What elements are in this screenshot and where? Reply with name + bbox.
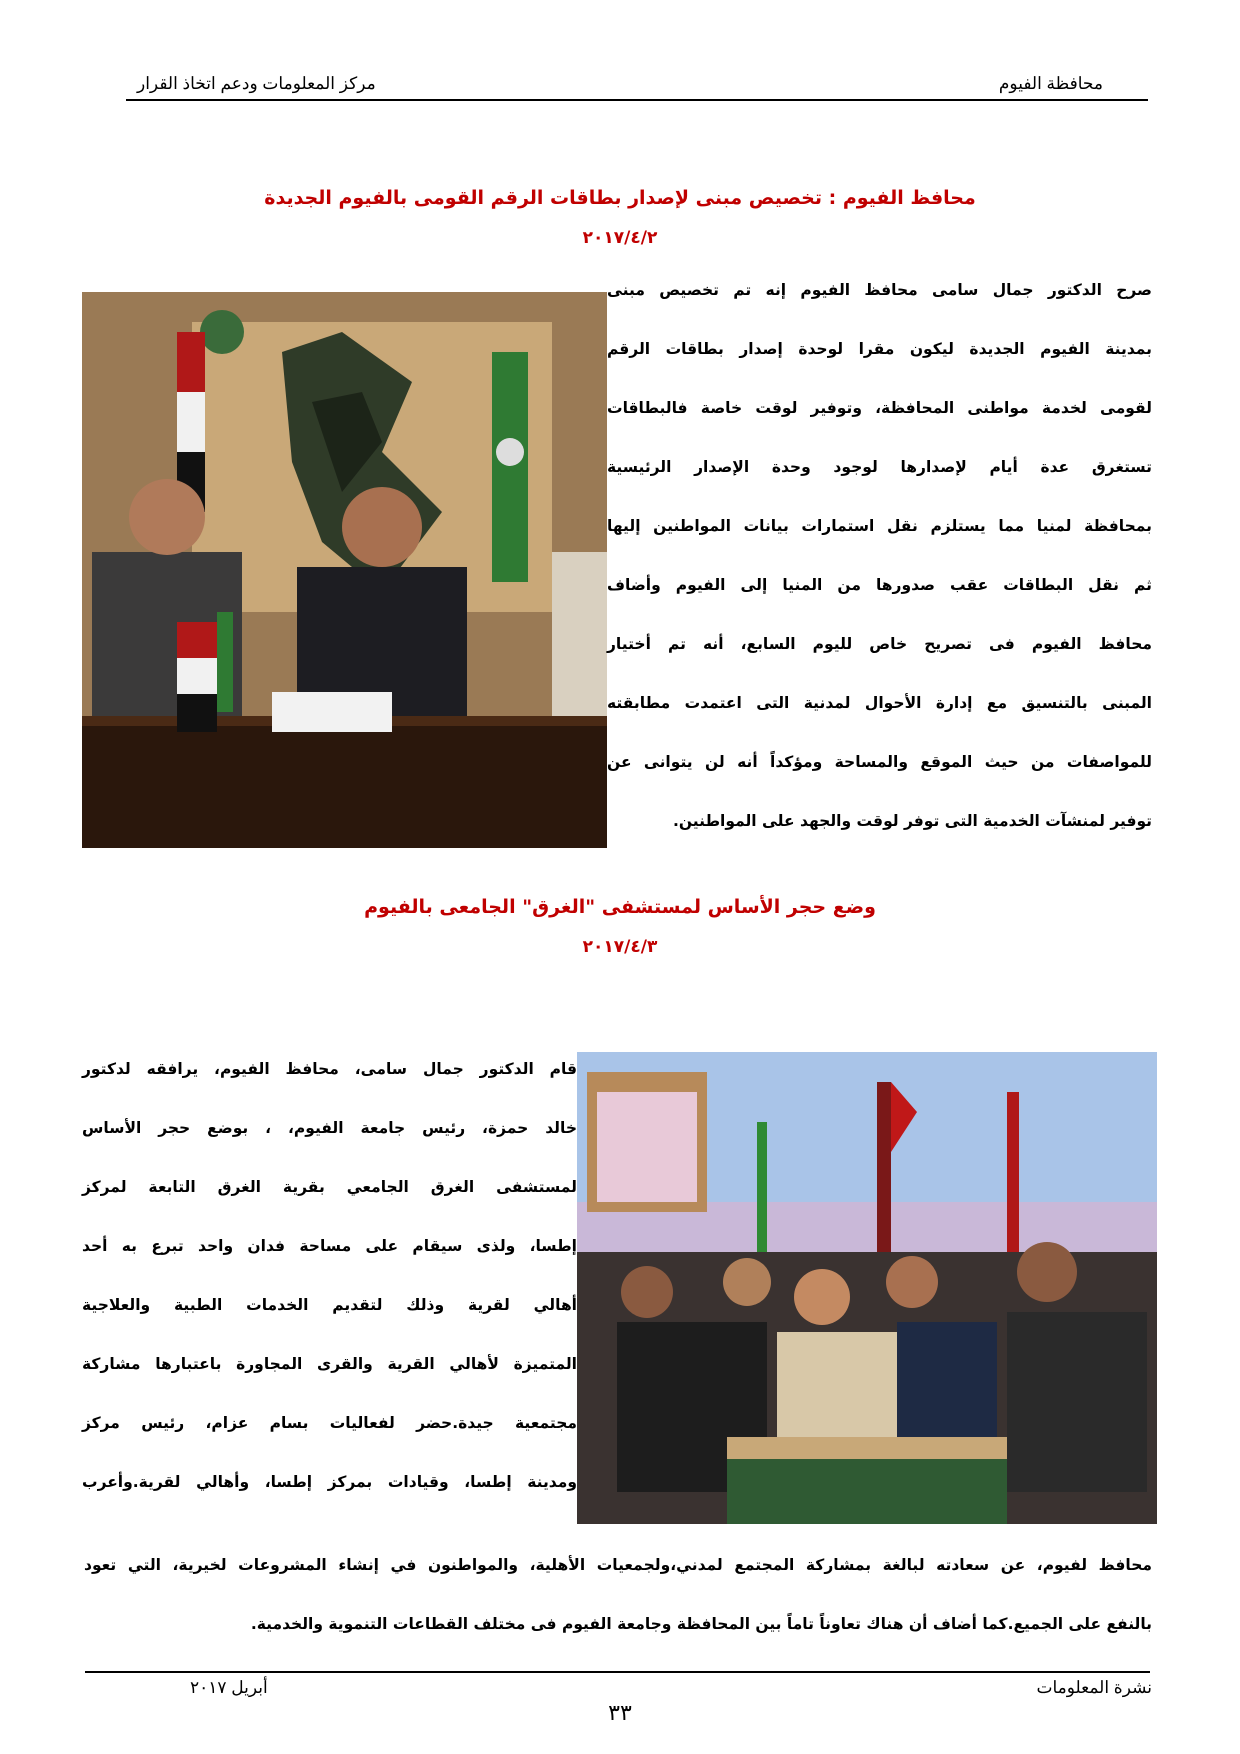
article1-title: محافظ الفيوم : تخصيص مبنى لإصدار بطاقات الرقم القومى بالفيوم الجديدة bbox=[264, 187, 976, 209]
article1-line: محافظ الفيوم فى تصريح خاص لليوم السابع، أنه تم أختيار bbox=[607, 635, 1152, 653]
article1-line: تستغرق عدة أيام لإصدارها لوجود وحدة الإصدار الرئيسية bbox=[607, 458, 1152, 476]
footer-divider bbox=[85, 1671, 1150, 1673]
article2-line: إطسا، ولذى سيقام على مساحة فدان واحد تبرع به أحد bbox=[82, 1237, 577, 1255]
footer-issue: أبريل ٢٠١٧ bbox=[190, 1678, 268, 1697]
article2-body bbox=[82, 1040, 577, 1512]
ceremony-photo bbox=[577, 1052, 1157, 1524]
header-governorate: محافظة الفيوم bbox=[998, 74, 1103, 93]
article1-line: توفير لمنشآت الخدمية التى توفر لوقت والجهد على المواطنين. bbox=[672, 812, 1152, 830]
article2-line: ومدينة إطسا، وقيادات بمركز إطسا، وأهالي لقرية.وأعرب bbox=[82, 1473, 577, 1491]
footer-publication: نشرة المعلومات bbox=[1036, 1678, 1152, 1697]
article1-line: صرح الدكتور جمال سامى محافظ الفيوم إنه تم تخصيص مبنى bbox=[607, 281, 1152, 299]
header-center: مركز المعلومات ودعم اتخاذ القرار bbox=[137, 74, 376, 93]
meeting-photo bbox=[82, 292, 607, 848]
article1-line: المبنى بالتنسيق مع إدارة الأحوال لمدنية التى اعتمدت مطابقته bbox=[607, 694, 1152, 712]
article1-body bbox=[607, 261, 1152, 851]
article2-line: أهالي لقرية وذلك لتقديم الخدمات الطبية والعلاجية bbox=[82, 1296, 577, 1314]
article2-full-line: بالنفع على الجميع.كما أضاف أن هناك تعاوناً تاماً بين المحافظة وجامعة الفيوم فى مختلف القطاعات التنموية والخدمية. bbox=[250, 1615, 1152, 1633]
article2-date: ٢٠١٧/٤/٣ bbox=[582, 937, 658, 957]
article1-line: للمواصفات من حيث الموقع والمساحة ومؤكداً أنه لن يتوانى عن bbox=[607, 753, 1152, 771]
article2-title: وضع حجر الأساس لمستشفى "الغرق" الجامعى بالفيوم bbox=[364, 896, 876, 918]
article2-body-full bbox=[84, 1536, 1152, 1654]
article2-line: قام الدكتور جمال سامى، محافظ الفيوم، يرافقه لدكتور bbox=[82, 1060, 577, 1078]
page-number: ٣٣ bbox=[608, 1700, 632, 1725]
article1-date: ٢٠١٧/٤/٢ bbox=[582, 228, 658, 248]
article2-line: خالد حمزة، رئيس جامعة الفيوم، ، بوضع حجر الأساس bbox=[82, 1119, 577, 1137]
article1-line: ثم نقل البطاقات عقب صدورها من المنيا إلى الفيوم وأضاف bbox=[607, 576, 1152, 594]
article1-line: بمحافظة لمنيا مما يستلزم نقل استمارات بيانات المواطنين إليها bbox=[607, 517, 1152, 535]
article2-line: مجتمعية جيدة.حضر لفعاليات بسام عزام، رئيس مركز bbox=[82, 1414, 577, 1432]
article1-line: لقومى لخدمة مواطنى المحافظة، وتوفير لوقت خاصة فالبطاقات bbox=[607, 399, 1152, 417]
article2-full-line: محافظ لفيوم، عن سعادته لبالغة بمشاركة المجتمع لمدني،ولجمعيات الأهلية، والمواطنون في إنشاء المشروعات لخيرية، التي تعود bbox=[84, 1556, 1152, 1574]
article2-line: المتميزة لأهالي القرية والقرى المجاورة باعتبارها مشاركة bbox=[82, 1355, 577, 1373]
article2-line: لمستشفى الغرق الجامعي بقرية الغرق التابعة لمركز bbox=[82, 1178, 577, 1196]
article1-line: بمدينة الفيوم الجديدة ليكون مقرا لوحدة إصدار بطاقات الرقم bbox=[607, 340, 1152, 358]
header-divider bbox=[126, 99, 1148, 101]
